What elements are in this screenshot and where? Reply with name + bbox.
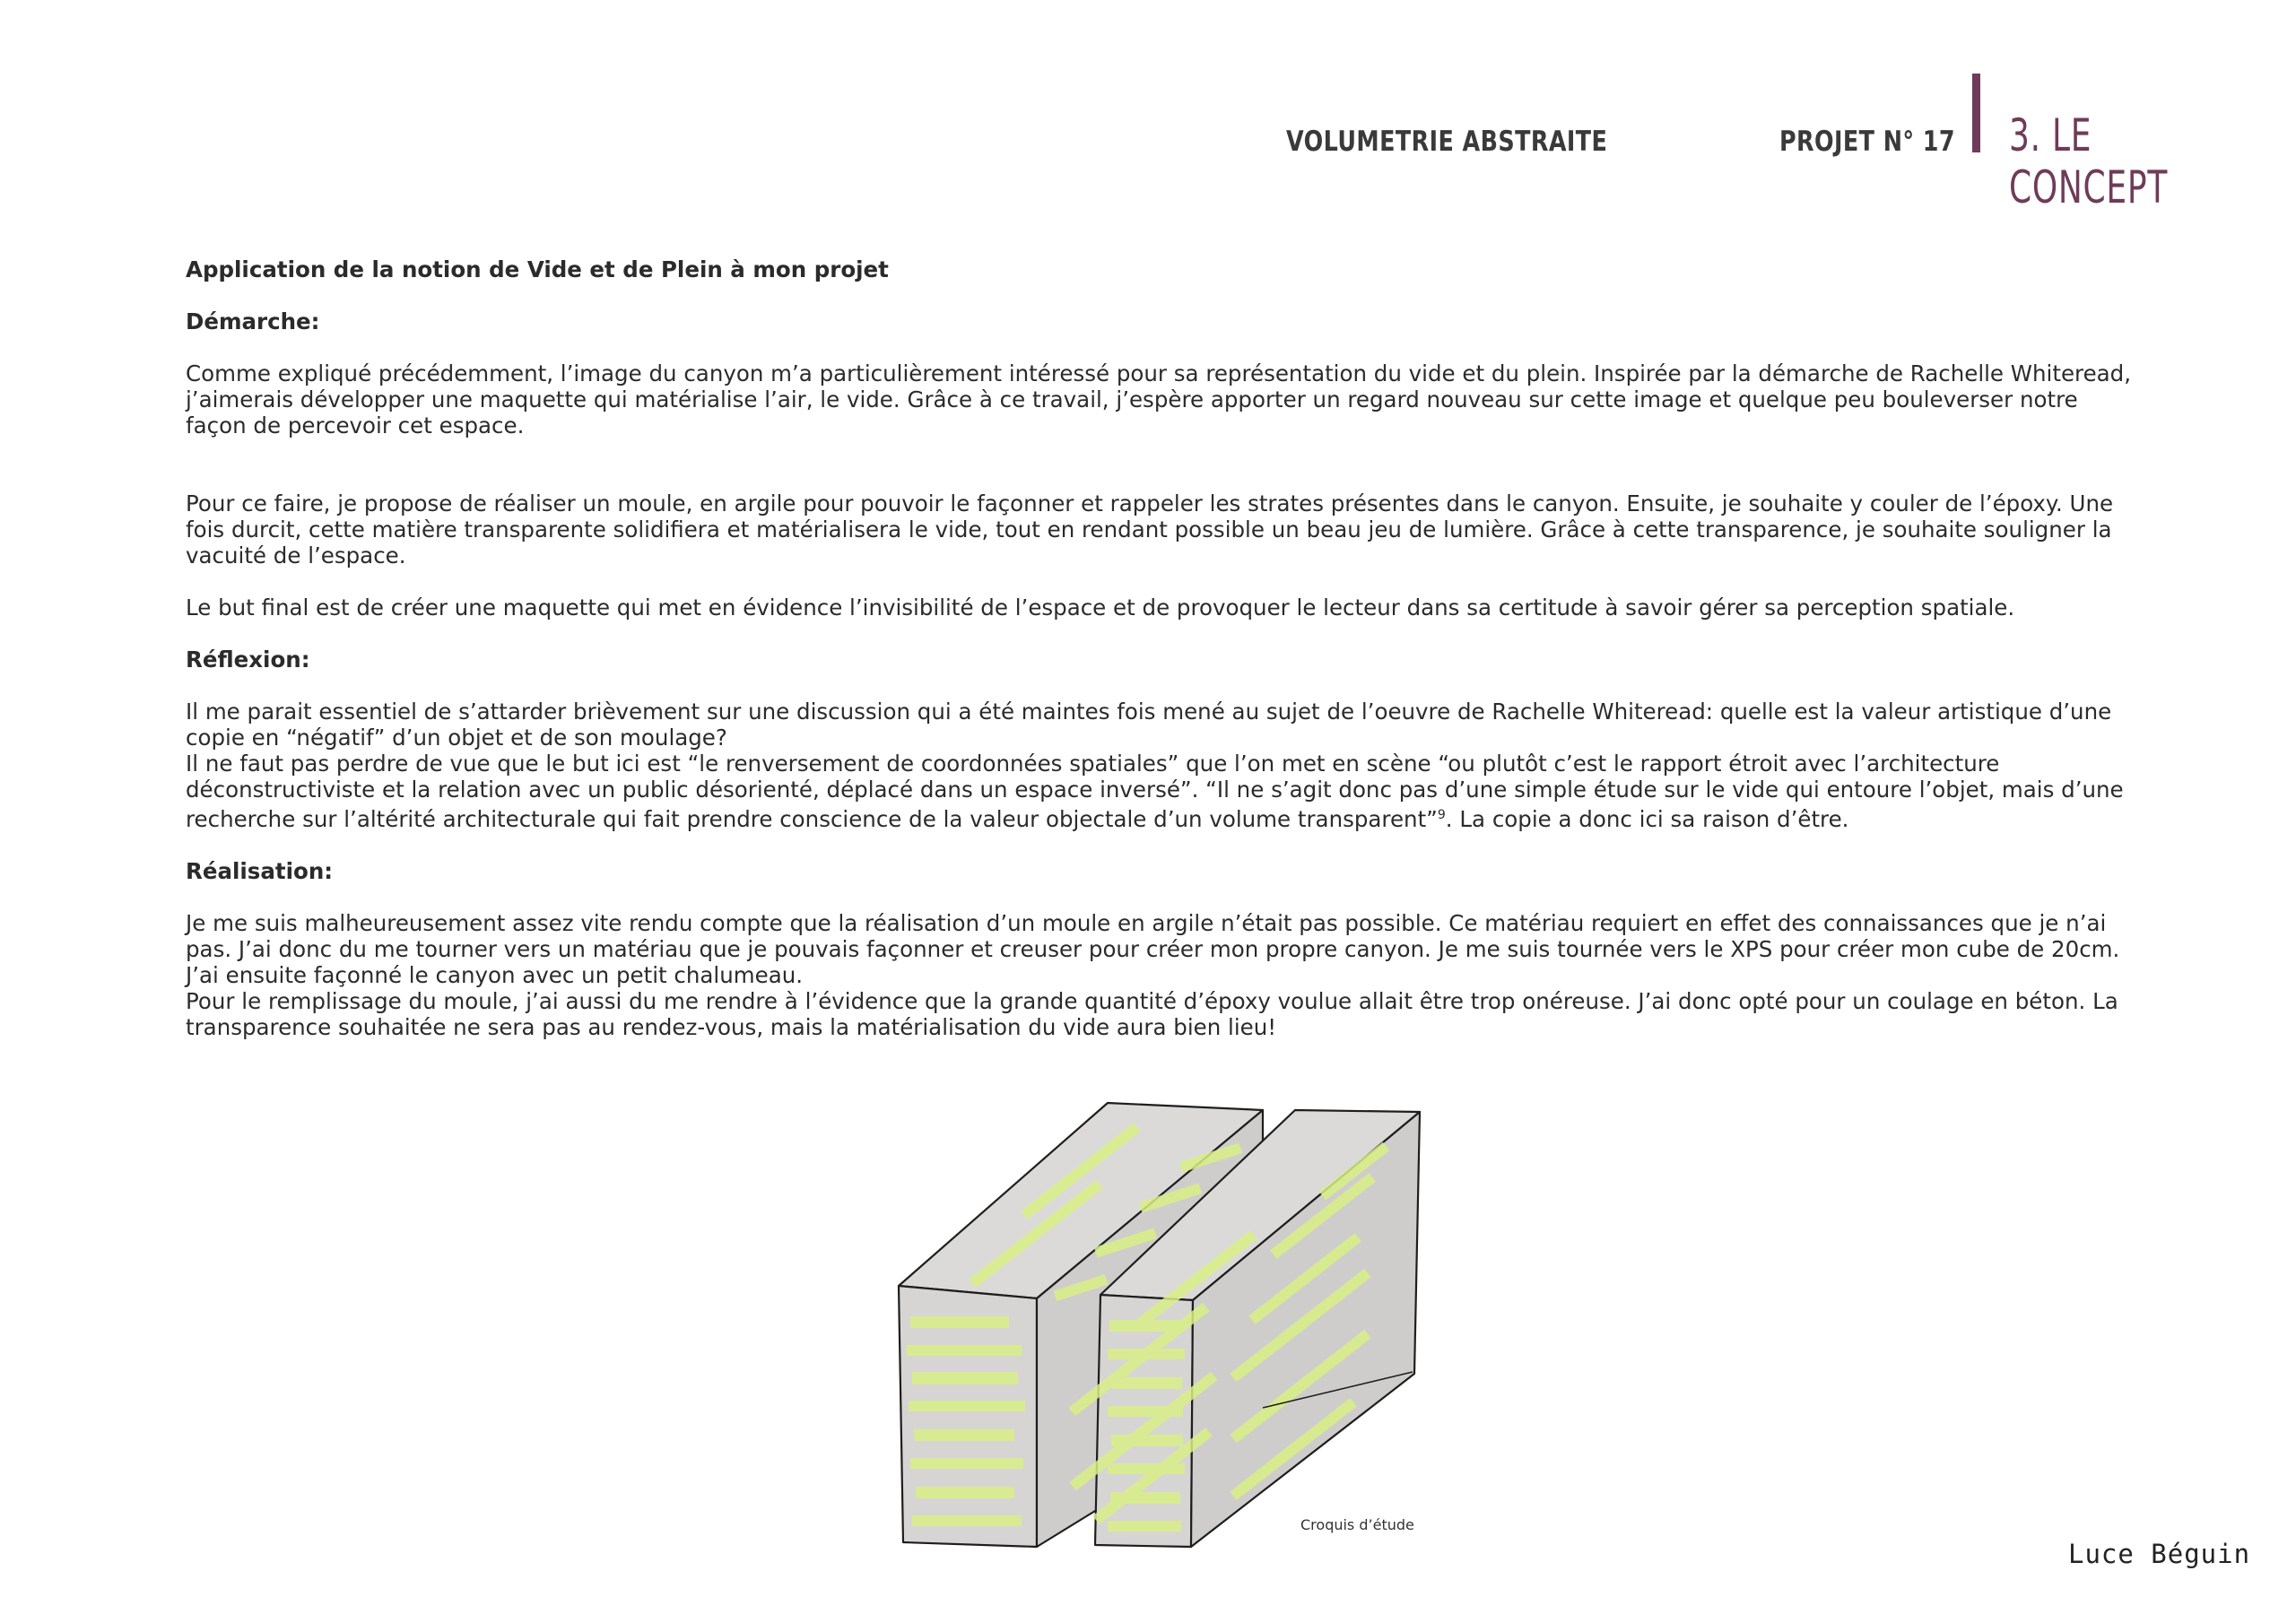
paragraph-demarche-2: Pour ce faire, je propose de réaliser un moule, en argile pour pouvoir le façonner et rappeler les strates présentes dans le canyon. Ensuite, je souhaite y couler de l’époxy. Une fois durcit, cette matière transparente solidifiera et matérialisera le vide, tout en rendant possible un beau jeu de lumière. Grâce à cette transparence, je souhaite souligner la vacuité de l’espace. (186, 490, 2114, 568)
header-section-title: VOLUMETRIE ABSTRAITE (1286, 126, 1608, 158)
heading-realisation: Réalisation: (186, 858, 334, 885)
footnote-marker: 9 (1437, 808, 1446, 822)
paragraph-reflexion-1: Il me parait essentiel de s’attarder brièvement sur une discussion qui a été maintes fois mené au sujet de l’oeuvre de Rachelle Whiteread: quelle est la valeur artistique d’une copie en “négatif” d’un objet et de son moulage? (186, 699, 2112, 751)
paragraph-reflexion-2 (186, 751, 2132, 832)
paragraph-realisation-2: Pour le remplissage du moule, j’ai aussi du me rendre à l’évidence que la grande quantité d’époxy voulue allait être trop onéreuse. J’ai donc opté pour un coulage en béton. La transparence souhaitée ne sera pas au rendez-vous, mais la matérialisation du vide aura bien lieu! (186, 988, 2118, 1041)
header-project-number: PROJET N° 17 (1779, 126, 1955, 158)
figure-caption: Croquis d’étude (1300, 1516, 1414, 1533)
heading-demarche: Démarche: (186, 308, 320, 334)
page-title: Application de la notion de Vide et de Plein à mon projet (186, 256, 889, 282)
author-name: Luce Béguin (2068, 1539, 2251, 1569)
header-divider (1972, 74, 1980, 152)
paragraph-demarche-3: Le but final est de créer une maquette qui met en évidence l’invisibilité de l’espace et de provoquer le lecteur dans sa certitude à savoir gérer sa perception spatiale. (186, 595, 2015, 621)
paragraph-demarche-1: Comme expliqué précédemment, l’image du canyon m’a particulièrement intéressé pour sa représentation du vide et du plein. Inspirée par la démarche de Rachelle Whiteread, j’aimerais développer une maquette qui matérialise l’air, le vide. Grâce à ce travail, j’espère apporter un regard nouveau sur cette image et quelque peu bouleverser notre façon de percevoir cet espace. (186, 360, 2131, 438)
paragraph-realisation-1: Je me suis malheureusement assez vite rendu compte que la réalisation d’un moule en argile n’était pas possible. Ce matériau requiert en effet des connaissances que je n’ai pas. J’ai donc du me tourner vers un matériau que je pouvais façonner et creuser pour créer mon propre canyon. Je me suis tournée vers le XPS pour créer mon cube de 20cm. J’ai ensuite façonné le canyon avec un petit chalumeau. (186, 910, 2120, 989)
header-chapter-title: 3. LE CONCEPT (2009, 109, 2169, 213)
reflexion-conclusion: . La copie a donc ici sa raison d’être. (1445, 806, 1849, 833)
heading-reflexion: Réflexion: (186, 647, 310, 673)
main-text (186, 251, 2132, 1040)
study-sketch-illustration (883, 1085, 1439, 1551)
reflexion-quote: Il ne faut pas perdre de vue que le but ici est “le renversement de coordonnées spatiales” que l’on met en scène “ou plutôt c’est le rapport étroit avec l’architecture déconstructiviste et la relation avec un public désorienté, déplacé dans un espace inversé”. “Il ne s’agit donc pas d’une simple étude sur le vide qui entoure l’objet, mais d’une recherche sur l’altérité architecturale qui fait prendre conscience de la valeur objectale d’un volume transparent” (186, 751, 2124, 833)
